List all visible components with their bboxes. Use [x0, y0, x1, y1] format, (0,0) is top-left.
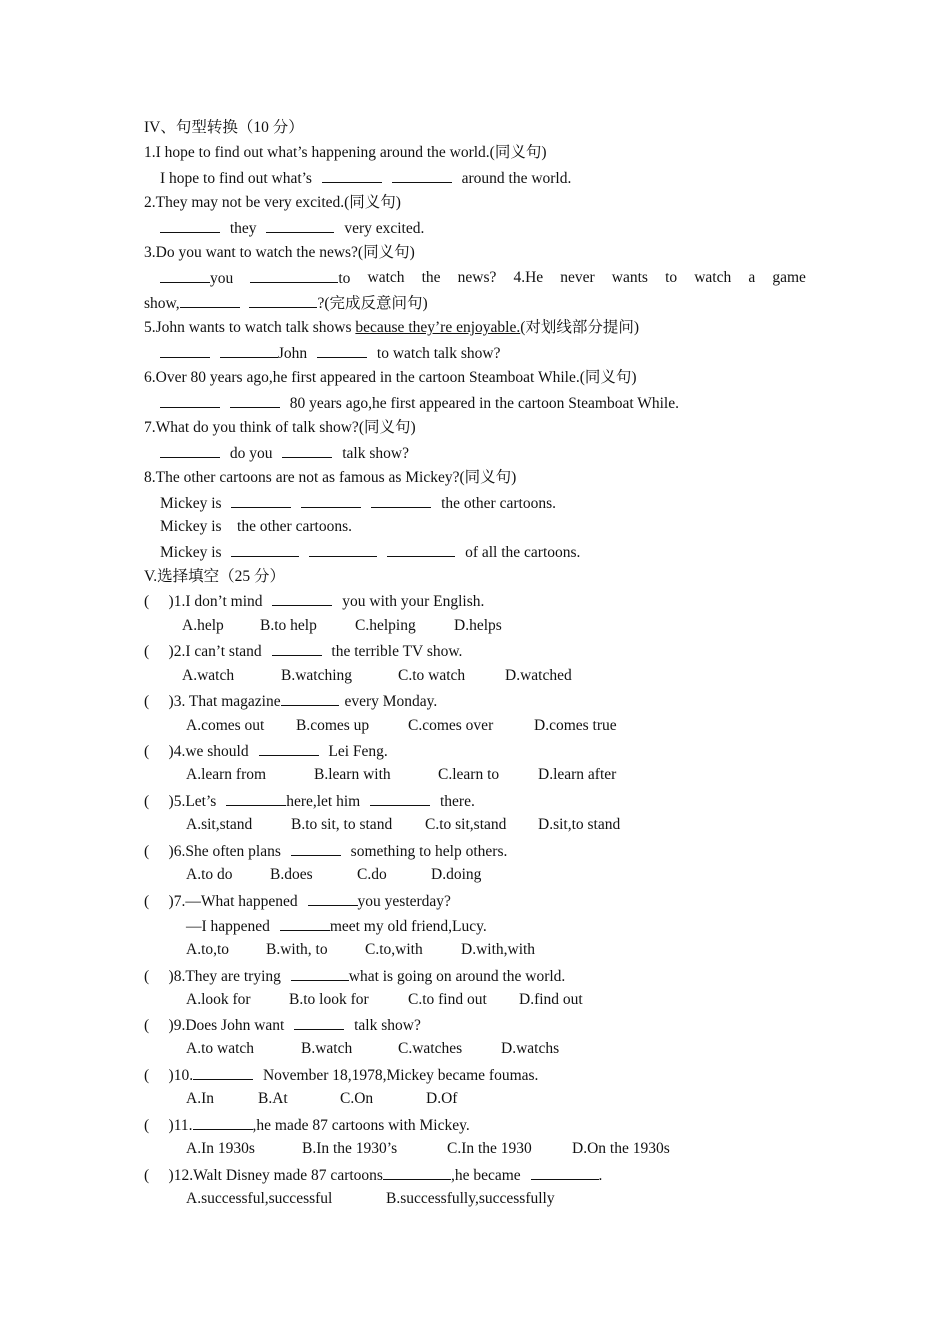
- option-a[interactable]: A.look for: [186, 991, 251, 1008]
- blank[interactable]: [250, 268, 338, 283]
- option-b[interactable]: B.watching: [281, 667, 353, 684]
- option-a[interactable]: A.watch: [182, 667, 235, 684]
- word: wants: [611, 269, 648, 286]
- question-4-5: [144, 318, 639, 338]
- blank: [291, 966, 349, 981]
- answer-paren[interactable]: ( ): [144, 793, 174, 810]
- option-a[interactable]: A.comes out: [186, 717, 265, 734]
- question-text: 7.—What happened: [173, 893, 298, 910]
- blank[interactable]: [180, 293, 240, 308]
- sentence-fragment: ?(完成反意问句): [317, 295, 428, 312]
- blank[interactable]: [282, 443, 332, 458]
- question-text: you yesterday?: [357, 893, 451, 910]
- blank[interactable]: [160, 268, 210, 283]
- question-text: something to help others.: [350, 843, 508, 860]
- sentence-fragment: to watch talk show?: [376, 345, 501, 362]
- mc-question-6: [144, 841, 507, 862]
- option-b[interactable]: B.with, to: [266, 941, 328, 958]
- answer-paren[interactable]: ( ): [144, 1117, 174, 1134]
- answer-paren[interactable]: ( ): [144, 893, 174, 910]
- sentence-fragment: 80 years ago,he first appeared in the cartoon Steamboat While.: [289, 395, 679, 412]
- answer-line-4-3: [160, 268, 806, 289]
- question-text: 8.They are trying: [173, 968, 281, 985]
- blank: [370, 791, 430, 806]
- blank: [383, 1165, 451, 1180]
- option-c[interactable]: C.to find out: [408, 991, 487, 1008]
- mc-question-1: [144, 591, 484, 612]
- question-text: here,let him: [286, 793, 361, 810]
- answer-paren[interactable]: ( ): [144, 693, 174, 710]
- option-c[interactable]: C.watches: [398, 1040, 463, 1057]
- option-a[interactable]: A.learn from: [186, 766, 267, 783]
- mc-question-5: [144, 791, 475, 812]
- sentence-fragment: Mickey is: [160, 495, 222, 512]
- option-b[interactable]: B.does: [270, 866, 313, 883]
- word: never: [560, 269, 595, 286]
- mc-question-7: [144, 891, 451, 912]
- word: a: [748, 269, 756, 286]
- option-d[interactable]: D.helps: [454, 617, 502, 634]
- question-4-7: 7.What do you think of talk show?(同义句): [144, 419, 416, 436]
- word: to: [665, 269, 678, 286]
- mc-question-4: [144, 741, 388, 762]
- sentence-fragment: talk show?: [342, 445, 409, 462]
- mc-question-2: [144, 641, 462, 662]
- option-d[interactable]: D.watchs: [501, 1040, 560, 1057]
- option-b[interactable]: B.comes up: [296, 717, 370, 734]
- answer-line-4-7: [160, 443, 409, 464]
- answer-line-4-5: [160, 343, 500, 364]
- option-b[interactable]: B.learn with: [314, 766, 391, 783]
- option-a[interactable]: A.to do: [186, 866, 233, 883]
- blank[interactable]: [160, 218, 220, 233]
- word: game: [772, 269, 806, 286]
- mc-question-7-line-2: [186, 916, 487, 937]
- question-4-2: 2.They may not be very excited.(同义句): [144, 194, 401, 211]
- blank[interactable]: [231, 493, 291, 508]
- question-text: 12.Walt Disney made 87 cartoons: [173, 1167, 383, 1184]
- option-b[interactable]: B.watch: [301, 1040, 353, 1057]
- blank: [308, 891, 358, 906]
- option-d[interactable]: D.doing: [431, 866, 482, 883]
- question-4-6: 6.Over 80 years ago,he first appeared in the cartoon Steamboat While.(同义句): [144, 369, 637, 386]
- sentence-fragment: the other cartoons.: [441, 495, 556, 512]
- sentence-fragment: of all the cartoons.: [465, 544, 581, 561]
- sentence-fragment: I hope to find out what’s: [160, 170, 312, 187]
- option-c[interactable]: C.comes over: [408, 717, 494, 734]
- option-c[interactable]: C.to watch: [398, 667, 466, 684]
- blank[interactable]: [160, 443, 220, 458]
- option-a[interactable]: A.to watch: [186, 1040, 255, 1057]
- question-text: Lei Feng.: [328, 743, 388, 760]
- blank[interactable]: [371, 493, 431, 508]
- blank: [193, 1065, 253, 1080]
- option-a[interactable]: A.sit,stand: [186, 816, 253, 833]
- blank: [294, 1015, 344, 1030]
- word: watch: [694, 269, 732, 286]
- blank: [272, 591, 332, 606]
- answer-paren[interactable]: ( ): [144, 843, 174, 860]
- answer-line-4-8a: [160, 493, 556, 514]
- mc-question-8: [144, 966, 565, 987]
- blank[interactable]: [392, 168, 452, 183]
- question-4-8: 8.The other cartoons are not as famous as Mickey?(同义句): [144, 469, 517, 486]
- question-text: ,he made 87 cartoons with Mickey.: [252, 1117, 470, 1134]
- answer-paren[interactable]: ( ): [144, 593, 174, 610]
- blank[interactable]: [160, 343, 210, 358]
- answer-line-4-2: [160, 218, 424, 239]
- blank[interactable]: [249, 293, 317, 308]
- question-text: 4.we should: [173, 743, 249, 760]
- section-4-title: IV、句型转换（10 分）: [144, 119, 304, 136]
- question-4-1: 1.I hope to find out what’s happening around the world.(同义句): [144, 144, 547, 161]
- blank[interactable]: [266, 218, 334, 233]
- option-b[interactable]: B.to help: [260, 617, 317, 634]
- option-a[interactable]: A.to,to: [186, 941, 230, 958]
- sentence-fragment: (对划线部分提问): [520, 319, 640, 336]
- answer-paren[interactable]: ( ): [144, 1067, 174, 1084]
- question-text: meet my old friend,Lucy.: [329, 918, 487, 935]
- sentence-fragment: Mickey is: [160, 544, 222, 561]
- blank[interactable]: [387, 542, 455, 557]
- option-c[interactable]: C.to sit,stand: [425, 816, 507, 833]
- question-text: you with your English.: [342, 593, 485, 610]
- sentence-fragment: John: [277, 345, 308, 362]
- blank[interactable]: [231, 542, 299, 557]
- blank: [226, 791, 286, 806]
- option-d[interactable]: D.learn after: [538, 766, 617, 783]
- mc-question-3: [144, 691, 437, 712]
- blank: [531, 1165, 599, 1180]
- option-a[interactable]: A.successful,successful: [186, 1190, 333, 1207]
- blank[interactable]: [317, 343, 367, 358]
- answer-line-4-8c: [160, 542, 580, 563]
- option-d[interactable]: D.find out: [519, 991, 583, 1008]
- blank: [272, 641, 322, 656]
- option-b[interactable]: B.to look for: [289, 991, 369, 1008]
- question-text: 3. That magazine: [173, 693, 281, 710]
- sentence-fragment: very excited.: [344, 220, 425, 237]
- option-b[interactable]: B.to sit, to stand: [291, 816, 393, 833]
- question-text: the terrible TV show.: [331, 643, 463, 660]
- option-a[interactable]: A.In 1930s: [186, 1140, 255, 1157]
- question-text: every Monday.: [344, 693, 438, 710]
- answer-paren[interactable]: ( ): [144, 1167, 174, 1184]
- sentence-fragment: 5.John wants to watch talk shows: [144, 319, 356, 336]
- option-d[interactable]: D.with,with: [461, 941, 536, 958]
- option-a[interactable]: A.help: [182, 617, 224, 634]
- blank: [259, 741, 319, 756]
- word: news?: [457, 269, 497, 286]
- answer-line-4-8b: Mickey is the other cartoons.: [160, 518, 352, 535]
- answer-paren[interactable]: ( ): [144, 968, 174, 985]
- word: to: [338, 270, 351, 287]
- answer-paren[interactable]: ( ): [144, 643, 174, 660]
- option-b[interactable]: B.successfully,successfully: [386, 1190, 555, 1207]
- word: the: [421, 269, 441, 286]
- question-text: 5.Let’s: [173, 793, 217, 810]
- sentence-fragment: do you: [229, 445, 273, 462]
- blank-to-group: [250, 268, 350, 289]
- question-text: 1.I don’t mind: [173, 593, 263, 610]
- option-d[interactable]: D.comes true: [534, 717, 617, 734]
- blank-you-group: [160, 268, 233, 289]
- option-d[interactable]: D.On the 1930s: [572, 1140, 670, 1157]
- blank[interactable]: [301, 493, 361, 508]
- sentence-fragment: they: [229, 220, 257, 237]
- blank[interactable]: [230, 393, 280, 408]
- blank[interactable]: [309, 542, 377, 557]
- sentence-fragment: around the world.: [461, 170, 572, 187]
- option-c[interactable]: C.On: [340, 1090, 374, 1107]
- mc-question-11: [144, 1115, 470, 1136]
- blank[interactable]: [160, 393, 220, 408]
- option-d[interactable]: D.watched: [505, 667, 572, 684]
- option-c[interactable]: C.In the 1930: [447, 1140, 532, 1157]
- answer-paren[interactable]: ( ): [144, 1017, 174, 1034]
- blank: [291, 841, 341, 856]
- question-text: November 18,1978,Mickey became foumas.: [262, 1067, 539, 1084]
- question-text: what is going on around the world.: [348, 968, 566, 985]
- question-text: 9.Does John want: [173, 1017, 285, 1034]
- blank: [280, 916, 330, 931]
- blank: [281, 691, 339, 706]
- question-text: there.: [439, 793, 475, 810]
- option-a[interactable]: A.In: [186, 1090, 214, 1107]
- option-b[interactable]: B.At: [258, 1090, 288, 1107]
- option-c[interactable]: C.to,with: [365, 941, 423, 958]
- underlined-phrase: because they’re enjoyable.: [355, 319, 521, 336]
- blank[interactable]: [322, 168, 382, 183]
- question-text: —I happened: [186, 918, 270, 935]
- option-d[interactable]: D.sit,to stand: [538, 816, 621, 833]
- question-text: 2.I can’t stand: [173, 643, 262, 660]
- mc-question-9: [144, 1015, 421, 1036]
- answer-line-4-4: [144, 293, 428, 314]
- blank: [193, 1115, 253, 1130]
- question-text: 6.She often plans: [173, 843, 281, 860]
- word: watch: [367, 269, 405, 286]
- question-text: 10.: [173, 1067, 194, 1084]
- question-text: ,he became: [450, 1167, 521, 1184]
- answer-paren[interactable]: ( ): [144, 743, 174, 760]
- question-text: .: [598, 1167, 603, 1184]
- mc-question-12: [144, 1165, 602, 1186]
- sentence-fragment: show,: [144, 295, 180, 312]
- word: 4.He: [513, 269, 544, 286]
- answer-line-4-1: [160, 168, 571, 189]
- question-4-3: 3.Do you want to watch the news?(同义句): [144, 244, 415, 261]
- question-text: 11.: [173, 1117, 193, 1134]
- answer-line-4-6: [160, 393, 679, 414]
- option-b[interactable]: B.In the 1930’s: [302, 1140, 398, 1157]
- option-c[interactable]: C.do: [357, 866, 387, 883]
- option-d[interactable]: D.Of: [426, 1090, 458, 1107]
- option-c[interactable]: C.learn to: [438, 766, 500, 783]
- blank[interactable]: [220, 343, 278, 358]
- option-c[interactable]: C.helping: [355, 617, 416, 634]
- mc-question-10: [144, 1065, 538, 1086]
- section-5-title: V.选择填空（25 分）: [144, 568, 285, 585]
- word: you: [210, 270, 234, 287]
- question-text: talk show?: [354, 1017, 421, 1034]
